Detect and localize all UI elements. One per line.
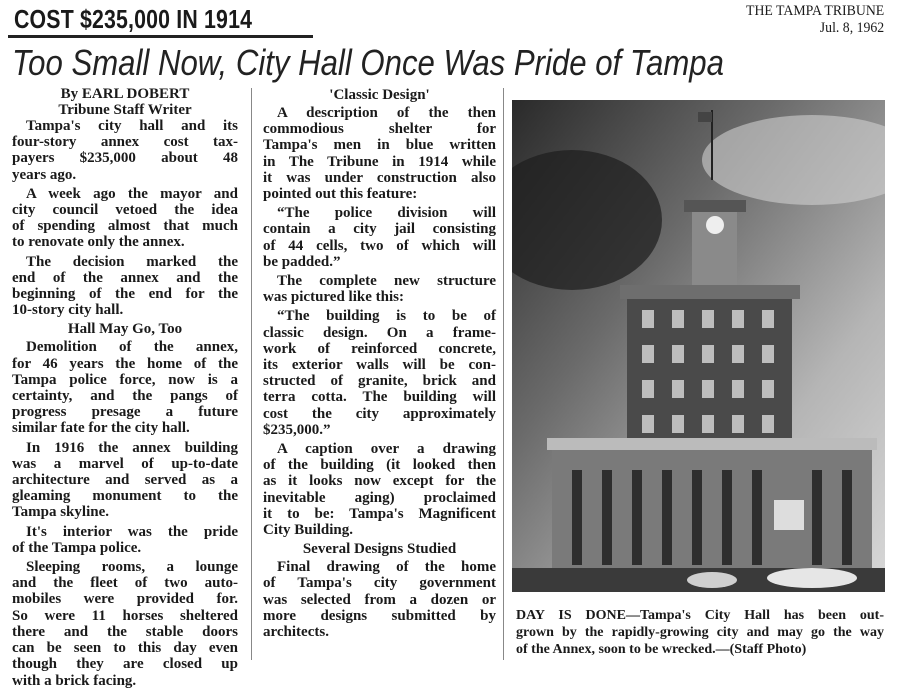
caption-line: DAY IS DONE—Tampa's City Hall has been out- bbox=[516, 608, 884, 623]
paragraph bbox=[263, 559, 496, 640]
text-line: four-story annex cost tax- bbox=[12, 134, 238, 151]
publication-date: Jul. 8, 1962 bbox=[819, 20, 884, 36]
text-line: it to be: Tampa's Magnificent bbox=[263, 505, 496, 522]
text-line: was a marvel of up-to-date bbox=[12, 455, 238, 472]
text-line: commodious shelter for bbox=[263, 121, 496, 138]
text-line: “The police division will bbox=[277, 205, 496, 222]
paragraph bbox=[263, 105, 496, 202]
text-line: it was under construction also bbox=[263, 169, 496, 186]
text-line: Tampa police force, now is a bbox=[12, 371, 238, 388]
text-line: City Building. bbox=[263, 522, 354, 539]
paragraph bbox=[12, 186, 238, 251]
text-line: “The building is to be of bbox=[277, 308, 496, 325]
kicker-rule bbox=[8, 35, 313, 38]
text-line: city council vetoed the idea bbox=[12, 202, 238, 219]
text-line: mobiles were provided for. bbox=[12, 591, 238, 608]
article-column-1 bbox=[12, 86, 238, 692]
text-line: in The Tribune in 1914 while bbox=[263, 153, 496, 170]
text-line: was selected from a dozen or bbox=[263, 591, 496, 608]
text-line: classic design. On a frame- bbox=[263, 324, 496, 341]
text-line: for 46 years the home of the bbox=[12, 355, 238, 372]
text-line: The complete new structure bbox=[277, 273, 496, 290]
masthead bbox=[746, 3, 884, 37]
text-line: $235,000.” bbox=[263, 421, 331, 438]
paragraph bbox=[263, 308, 496, 438]
paragraph bbox=[263, 273, 496, 305]
caption-line: grown by the rapidly-growing city and may go the way bbox=[516, 625, 884, 640]
text-line: pointed out this feature: bbox=[263, 186, 418, 203]
text-line: Sleeping rooms, a lounge bbox=[26, 559, 238, 576]
paragraph bbox=[12, 118, 238, 183]
text-line: So were 11 horses sheltered bbox=[12, 607, 238, 624]
paragraph bbox=[12, 254, 238, 319]
text-line: gleaming monument to the bbox=[12, 488, 238, 505]
text-line: of Tampa's city government bbox=[263, 575, 496, 592]
text-line: Tampa's city hall and its bbox=[26, 118, 238, 134]
text-line: its exterior walls will be con- bbox=[263, 357, 496, 374]
text-line: can be seen to this day even bbox=[12, 640, 238, 657]
text-line: A description of the then bbox=[277, 105, 496, 121]
text-line: architecture and served as a bbox=[12, 472, 238, 489]
text-line: It's interior was the pride bbox=[26, 523, 238, 540]
text-line: Demolition of the annex, bbox=[26, 339, 238, 356]
text-line: progress presage a future bbox=[12, 404, 238, 421]
text-line: there and the stable doors bbox=[12, 623, 238, 640]
text-line: architects. bbox=[263, 624, 329, 641]
text-line: end of the annex and the bbox=[12, 269, 238, 286]
text-line: though they are closed up bbox=[12, 656, 238, 673]
subheading: 'Classic Design' bbox=[329, 87, 430, 103]
kicker-headline: COST $235,000 IN 1914 bbox=[14, 4, 253, 34]
text-line: contain a city jail consisting bbox=[263, 221, 496, 238]
text-line: to renovate only the annex. bbox=[12, 234, 185, 251]
text-line: beginning of the end for the bbox=[12, 286, 238, 303]
article-column-2 bbox=[263, 86, 496, 643]
headline: Too Small Now, City Hall Once Was Pride of Tampa bbox=[12, 42, 724, 83]
text-line: 10-story city hall. bbox=[12, 302, 124, 319]
text-line: work of reinforced concrete, bbox=[263, 340, 496, 357]
city-hall-photo bbox=[512, 100, 885, 592]
text-line: payers $235,000 about 48 bbox=[12, 150, 238, 167]
text-line: cost the city approximately bbox=[263, 405, 496, 422]
text-line: years ago. bbox=[12, 166, 77, 183]
text-line: Tampa's men in blue written bbox=[263, 137, 496, 154]
text-line: more designs submitted by bbox=[263, 607, 496, 624]
byline-author: By EARL DOBERT bbox=[60, 86, 190, 102]
paragraph bbox=[12, 524, 238, 556]
text-line: with a brick facing. bbox=[12, 672, 137, 689]
text-line: terra cotta. The building will bbox=[263, 389, 496, 406]
text-line: of spending almost that much bbox=[12, 218, 238, 235]
text-line: was pictured like this: bbox=[263, 289, 404, 306]
text-line: structed of granite, brick and bbox=[263, 373, 496, 390]
subheading: Hall May Go, Too bbox=[67, 321, 183, 338]
paragraph bbox=[263, 205, 496, 270]
text-line: and the fleet of two auto- bbox=[12, 575, 238, 592]
text-line: A caption over a drawing bbox=[277, 441, 496, 458]
text-line: of the Tampa police. bbox=[12, 539, 142, 556]
text-line: of the building (it looked then bbox=[263, 457, 496, 474]
caption-line: of the Annex, soon to be wrecked.—(Staff Photo) bbox=[516, 642, 807, 657]
text-line: inevitable aging) proclaimed bbox=[263, 489, 496, 506]
text-line: A week ago the mayor and bbox=[26, 185, 238, 202]
paragraph bbox=[263, 441, 496, 538]
column-divider bbox=[503, 88, 504, 660]
text-line: be padded.” bbox=[263, 253, 341, 270]
paragraph bbox=[12, 559, 238, 689]
text-line: certainty, and the pangs of bbox=[12, 388, 238, 405]
paper-name: THE TAMPA TRIBUNE bbox=[745, 3, 884, 19]
text-line: of 44 cells, two of which will bbox=[263, 237, 496, 254]
photo-caption bbox=[516, 607, 884, 658]
text-line: The decision marked the bbox=[26, 253, 238, 270]
text-line: as it looks now except for the bbox=[263, 473, 496, 490]
byline-role: Tribune Staff Writer bbox=[58, 102, 192, 118]
subheading: Several Designs Studied bbox=[302, 541, 457, 558]
text-line: Tampa skyline. bbox=[12, 504, 109, 521]
text-line: Final drawing of the home bbox=[277, 559, 496, 576]
paragraph bbox=[12, 440, 238, 521]
column-divider bbox=[251, 88, 252, 660]
text-line: similar fate for the city hall. bbox=[12, 420, 190, 437]
text-line: In 1916 the annex building bbox=[26, 439, 238, 456]
city-hall-illustration bbox=[512, 100, 885, 592]
paragraph bbox=[12, 339, 238, 436]
